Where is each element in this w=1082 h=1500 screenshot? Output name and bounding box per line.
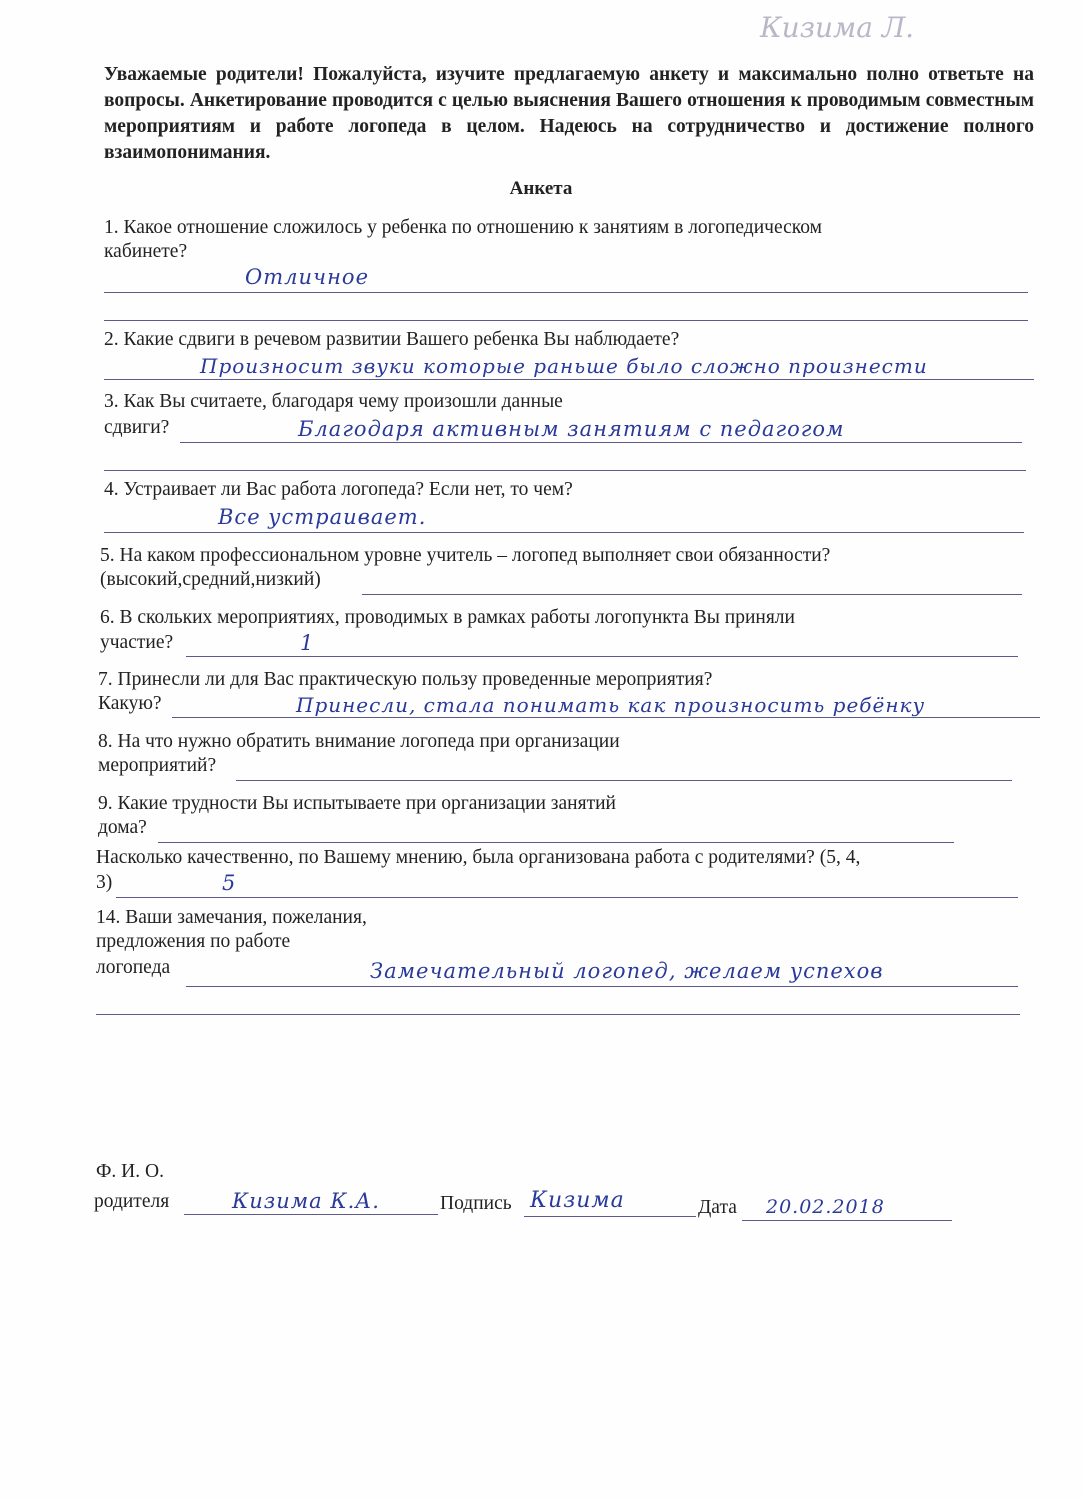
- question-14-text-cont2: логопеда: [96, 957, 171, 978]
- question-2-answer: Произносит звуки которые раньше было сложно произнести: [200, 354, 928, 378]
- parent-name-line: [184, 1214, 438, 1215]
- answer-line: [186, 656, 1018, 657]
- signature-line: [524, 1216, 696, 1217]
- question-4-text: 4. Устраивает ли Вас работа логопеда? Если нет, то чем?: [104, 479, 573, 500]
- answer-line: [186, 986, 1018, 987]
- parent-label: родителя: [94, 1191, 170, 1212]
- answer-line: [180, 442, 1022, 443]
- corner-handwritten-note: Кизима Л.: [760, 11, 915, 44]
- answer-line: [96, 1014, 1020, 1015]
- question-14-answer: Замечательный логопед, желаем успехов: [370, 959, 884, 983]
- question-14-text-cont: предложения по работе: [96, 931, 291, 952]
- answer-line: [104, 532, 1024, 533]
- question-2-text: 2. Какие сдвиги в речевом развитии Вашего ребенка Вы наблюдаете?: [104, 329, 680, 350]
- question-4-answer: Все устраивает.: [218, 505, 427, 529]
- question-8-text-cont: мероприятий?: [98, 755, 217, 776]
- question-5-text-cont: (высокий,средний,низкий): [100, 569, 321, 590]
- question-3-text: 3. Как Вы считаете, благодаря чему произошли данные: [104, 391, 563, 412]
- answer-line: [362, 594, 1022, 595]
- answer-line: [172, 717, 1040, 718]
- question-5-text: 5. На каком профессиональном уровне учитель – логопед выполняет свои обязанности?: [100, 545, 831, 566]
- page-title: Анкета: [509, 178, 573, 199]
- question-6-text-cont: участие?: [100, 632, 174, 653]
- question-7-text: 7. Принесли ли для Вас практическую пользу проведенные мероприятия?: [98, 669, 713, 690]
- question-1-text: 1. Какое отношение сложилось у ребенка по отношению к занятиям в логопедическом: [104, 217, 822, 238]
- signature-handwritten: Кизима: [530, 1188, 625, 1213]
- question-3-answer: Благодаря активным занятиям с педагогом: [298, 417, 845, 441]
- question-quality-text: Насколько качественно, по Вашему мнению, была организована работа с родителями? (5, 4,: [96, 847, 861, 868]
- answer-line: [104, 320, 1028, 321]
- answer-line: [104, 379, 1034, 380]
- question-quality-text-cont: 3): [96, 872, 113, 893]
- intro-paragraph: Уважаемые родители! Пожалуйста, изучите предлагаемую анкету и максимально полно ответьте на вопросы. Анкетирование проводится с целью выяснения Вашего отношения к проводимым совместным мероприятиям и работе логопеда в целом. Надеюсь на сотрудничество и достижение полного взаимопонимания.: [104, 64, 1034, 163]
- answer-line: [158, 842, 954, 843]
- answer-line: [116, 897, 1018, 898]
- signature-label: Подпись: [440, 1193, 512, 1214]
- question-7-answer: Принесли, стала понимать как произносить ребёнку: [296, 693, 926, 717]
- page-header: [104, 62, 1034, 200]
- answer-line: [236, 780, 1012, 781]
- question-6-answer: 1: [300, 631, 315, 655]
- question-6-text: 6. В скольких мероприятиях, проводимых в рамках работы логопункта Вы приняли: [100, 607, 795, 628]
- parent-name-value: Кизима К.А.: [232, 1189, 380, 1213]
- date-label: Дата: [698, 1197, 737, 1218]
- answer-line: [104, 292, 1028, 293]
- question-quality-answer: 5: [222, 871, 237, 895]
- question-9-text-cont: дома?: [98, 817, 147, 838]
- question-8-text: 8. На что нужно обратить внимание логопеда при организации: [98, 731, 620, 752]
- question-1-answer: Отличное: [245, 265, 369, 289]
- question-9-text: 9. Какие трудности Вы испытываете при организации занятий: [98, 793, 616, 814]
- fio-label: Ф. И. О.: [96, 1161, 164, 1182]
- question-3-text-cont: сдвиги?: [104, 417, 170, 438]
- question-1-text-cont: кабинете?: [104, 241, 188, 262]
- answer-line: [104, 470, 1026, 471]
- question-14-text: 14. Ваши замечания, пожелания,: [96, 907, 367, 928]
- question-7-text-cont: Какую?: [98, 693, 162, 714]
- date-value: 20.02.2018: [766, 1196, 885, 1218]
- date-line: [742, 1220, 952, 1221]
